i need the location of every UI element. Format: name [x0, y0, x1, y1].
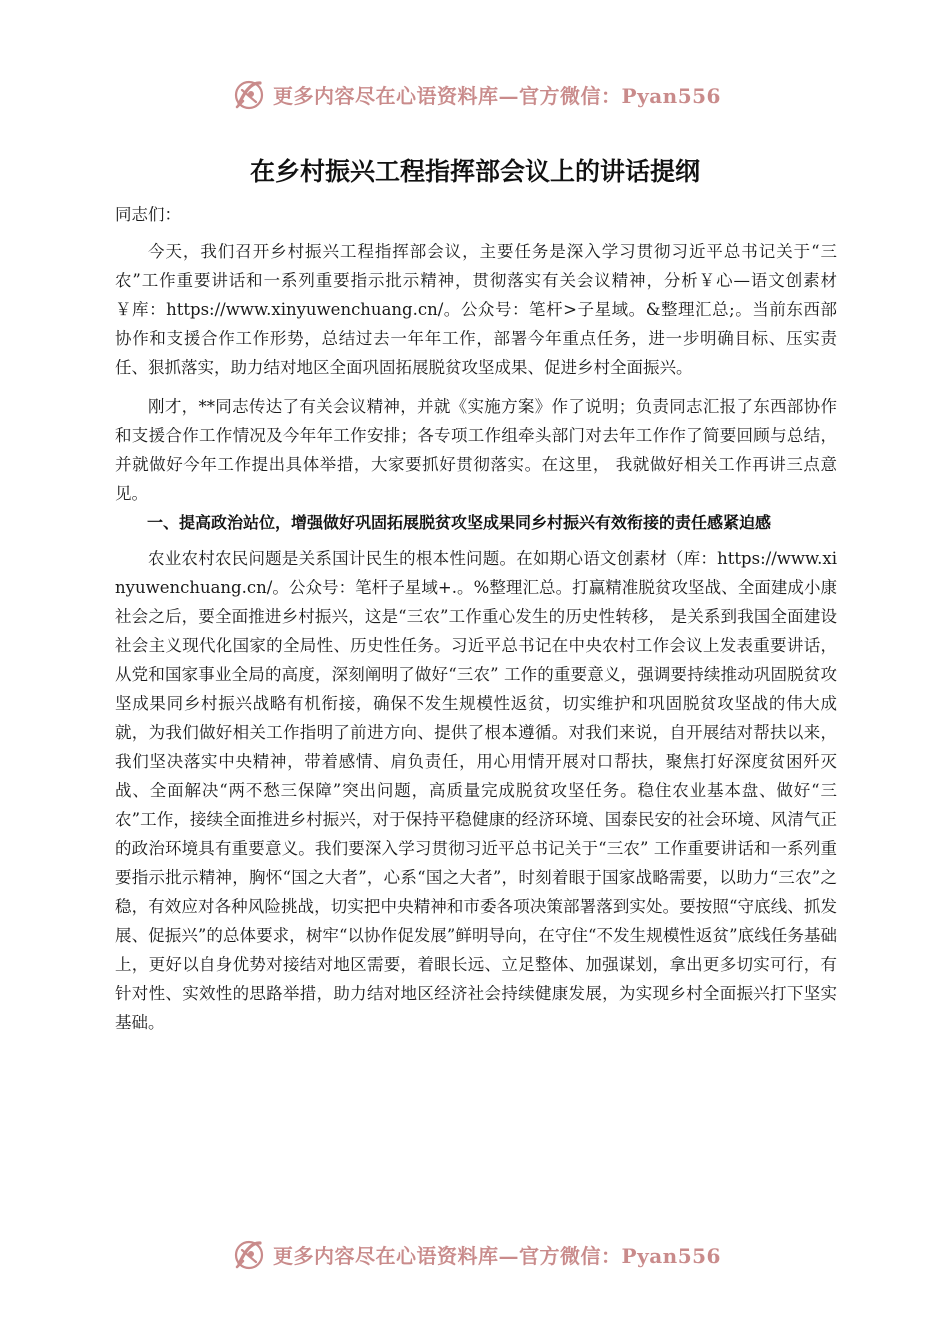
section-heading: 一、提高政治站位，增强做好巩固拓展脱贫攻坚成果同乡村振兴有效衔接的责任感紧迫感 — [147, 513, 772, 532]
document-body — [115, 200, 837, 1037]
brand-logo-icon — [229, 1234, 269, 1274]
footer-banner — [0, 1232, 950, 1276]
section-paragraph: 农业农村农民问题是关系国计民生的根本性问题。在如期心语文创素材（库：https://www.xinyuwenchuang.cn/。公众号：笔杆子星域+.。%整理汇总。打赢精准脱贫攻坚战、全面建成小康社会之后，要全面推进乡村振兴，这是“三农”工作重心发生的历史性转移， 是关系到我国全面建设社会主义现代化国家的全局性、历史性任务。习近平总书记在中央农村工作会议上发表重要讲话，从党和国家事业全局的高度，深刻阐明了做好“三农” 工作的重要意义，强调要持续推动巩固脱贫攻坚成果同乡村振兴战略有机衔接，确保不发生规模性返贫，切实维护和巩固脱贫攻坚战的伟大成就，为我们做好相关工作指明了前进方向、提供了根本遵循。对我们来说，自开展结对帮扶以来，我们坚决落实中央精神，带着感情、肩负责任，用心用情开展对口帮扶，聚焦打好深度贫困歼灭战、全面解决“两不愁三保障”突出问题，高质量完成脱贫攻坚任务。稳住农业基本盘、做好“三农”工作，接续全面推进乡村振兴，对于保持平稳健康的经济环境、国泰民安的社会环境、风清气正的政治环境具有重要意义。我们要深入学习贯彻习近平总书记关于“三农” 工作重要讲话和一系列重要指示批示精神，胸怀“国之大者”，心系“国之大者”，时刻着眼于国家战略需要，以助力“三农”之稳，有效应对各种风险挑战，切实把中央精神和市委各项决策部署落到实处。要按照“守底线、抓发展、促振兴”的总体要求，树牢“以协作促发展”鲜明导向，在守住“不发生规模性返贫”底线任务基础上，更好以自身优势对接结对地区需要，着眼长远、立足整体、加强谋划，拿出更多切实可行，有针对性、实效性的思路举措，助力结对地区经济社会持续健康发展，为实现乡村全面振兴打下坚实基础。 — [115, 549, 837, 1032]
header-banner — [0, 72, 950, 116]
salutation: 同志们： — [115, 205, 181, 224]
footer-banner-text: 更多内容尽在心语资料库—官方微信：Pyan556 — [273, 1243, 721, 1268]
paragraph-intro: 今天，我们召开乡村振兴工程指挥部会议，主要任务是深入学习贯彻习近平总书记关于“三农”工作重要讲话和一系列重要指示批示精神，贯彻落实有关会议精神，分析￥心—语文创素材￥库：https://www.xinyuwenchuang.cn/。公众号：笔杆>子星域。&整理汇总;。当前东西部协作和支援合作工作形势，总结过去一年年工作，部署今年重点任务，进一步明确目标、压实责任、狠抓落实，助力结对地区全面巩固拓展脱贫攻坚成果、促进乡村全面振兴。 — [115, 242, 837, 377]
paragraph-review: 刚才，**同志传达了有关会议精神，并就《实施方案》作了说明；负责同志汇报了东西部协作和支援合作工作情况及今年年工作安排；各专项工作组牵头部门对去年工作作了简要回顾与总结，并就做好今年工作提出具体举措，大家要抓好贯彻落实。在这里， 我就做好相关工作再讲三点意见。 — [115, 397, 837, 503]
brand-logo-icon — [229, 74, 269, 114]
header-banner-text: 更多内容尽在心语资料库—官方微信：Pyan556 — [273, 83, 721, 108]
document-title: 在乡村振兴工程指挥部会议上的讲话提纲 — [249, 157, 700, 186]
